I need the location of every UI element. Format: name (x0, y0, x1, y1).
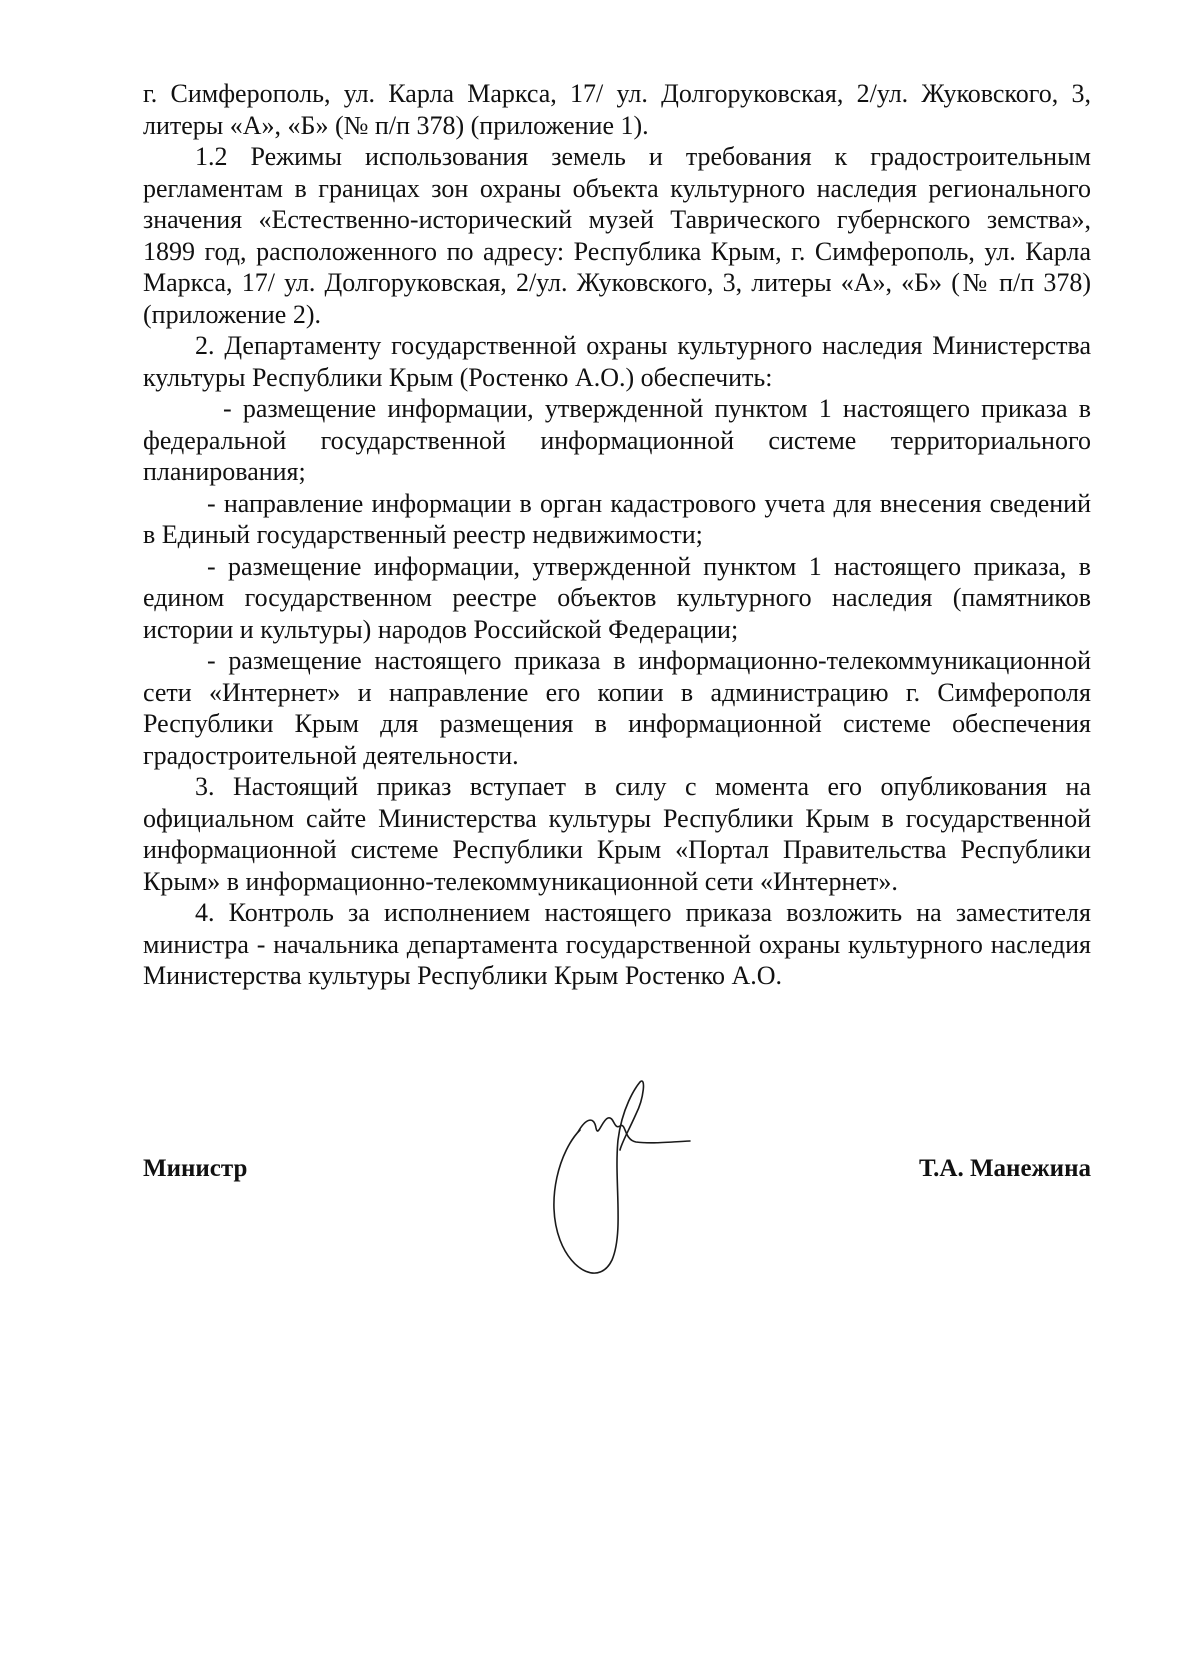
paragraph-item-2-bullet-2: - направление информации в орган кадастрового учета для внесения сведений в Единый государственный реестр недвижимости; (143, 488, 1091, 549)
handwritten-signature (540, 1080, 710, 1290)
paragraph-item-2-bullet-1: - размещение информации, утвержденной пунктом 1 настоящего приказа в федеральной государственной информационной системе территориального планирования; (143, 394, 1091, 486)
paragraph-item-3: 3. Настоящий приказ вступает в силу с момента его опубликования на официальном сайте Министерства культуры Республики Крым в государственной информационной системе Республики Крым «Портал Правительства Республики Крым» в информационно-телекоммуникационной сети «Интернет». (143, 772, 1091, 896)
paragraph-item-2: 2. Департаменту государственной охраны культурного наследия Министерства культуры Республики Крым (Ростенко А.О.) обеспечить: (143, 331, 1091, 392)
signatory-role: Министр (143, 1155, 248, 1182)
signatory-name: Т.А. Манежина (918, 1155, 1091, 1182)
paragraph-item-1-2: 1.2 Режимы использования земель и требования к градостроительным регламентам в границах зон охраны объекта культурного наследия регионального значения «Естественно-исторический музей Таврического губернского земства», 1899 год, расположенного по адресу: Республика Крым, г. Симферополь, ул. Карла Маркса, 17/ ул. Долгоруковская, 2/ул. Жуковского, 3, литеры «А», «Б» (№ п/п 378) (приложение 2). (143, 142, 1091, 329)
document-body (143, 78, 1091, 992)
paragraph-item-2-bullet-3: - размещение информации, утвержденной пунктом 1 настоящего приказа, в едином государственном реестре объектов культурного наследия (памятников истории и культуры) народов Российской Федерации; (143, 551, 1091, 644)
paragraph-item-4: 4. Контроль за исполнением настоящего приказа возложить на заместителя министра - начальника департамента государственной охраны культурного наследия Министерства культуры Республики Крым Ростенко А.О. (143, 898, 1091, 990)
paragraph-intro-tail: г. Симферополь, ул. Карла Маркса, 17/ ул. Долгоруковская, 2/ул. Жуковского, 3, литеры «А», «Б» (№ п/п 378) (приложение 1). (143, 79, 1091, 140)
signature-stroke-flourish (578, 1118, 690, 1143)
paragraph-item-2-bullet-4: - размещение настоящего приказа в информационно-телекоммуникационной сети «Интернет» и направление его копии в администрацию г. Симферополя Республики Крым для размещения в информационной системе обеспечения градостроительной деятельности. (143, 646, 1091, 770)
signature-stroke-loop (554, 1081, 644, 1273)
